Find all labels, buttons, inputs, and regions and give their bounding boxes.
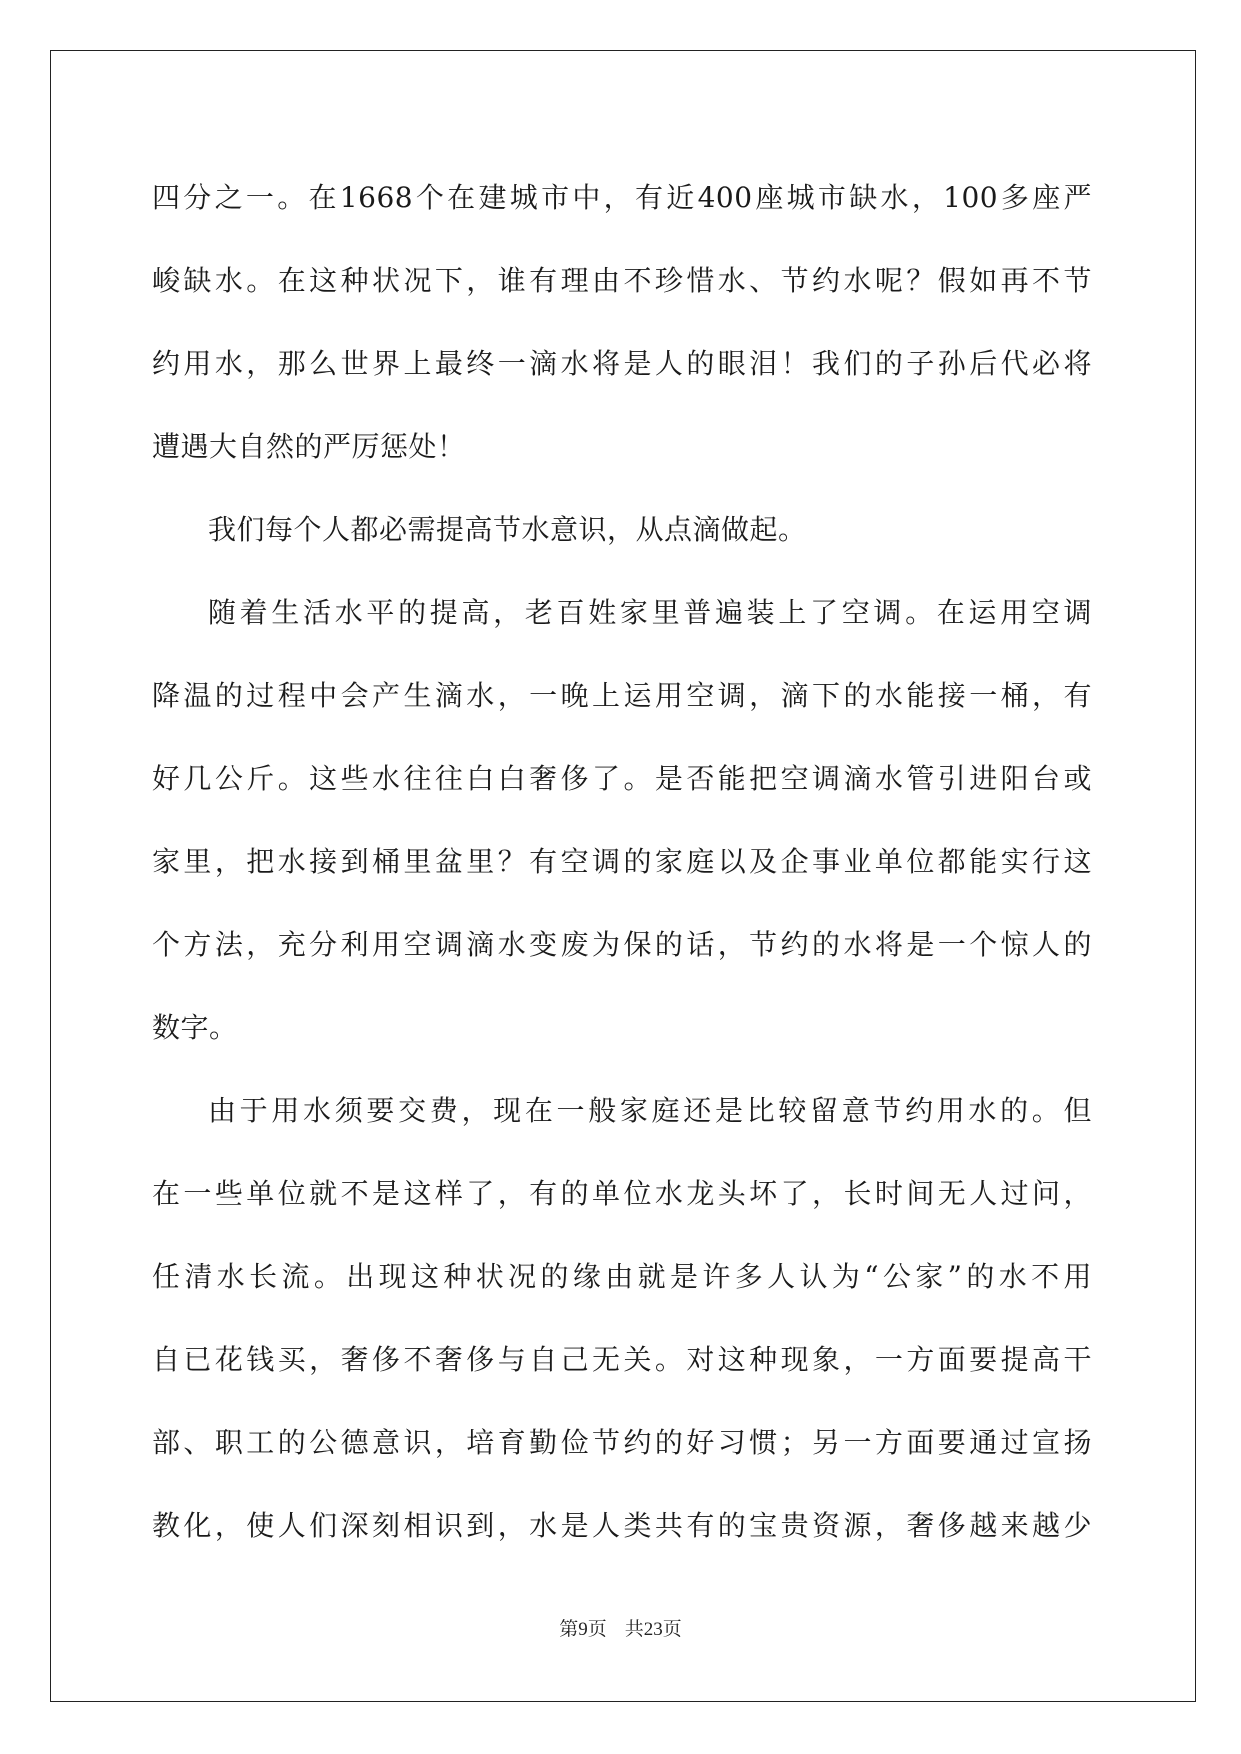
page-prefix: 第 bbox=[559, 1618, 579, 1640]
paragraph-1-line-2: 峻缺水。在这种状况下，谁有理由不珍惜水、节约水呢？假如再不节 bbox=[152, 264, 1092, 297]
paragraph-2-line-1: 我们每个人都必需提高节水意识，从点滴做起。 bbox=[208, 513, 807, 546]
document-body bbox=[152, 156, 1092, 1567]
paragraph-4-line-6: 教化，使人们深刻相识到，水是人类共有的宝贵资源，奢侈越来越少 bbox=[152, 1509, 1092, 1542]
paragraph-1-line-3: 约用水，那么世界上最终一滴水将是人的眼泪！我们的子孙后代必将 bbox=[152, 347, 1092, 380]
page-footer bbox=[0, 1614, 1241, 1641]
paragraph-3-line-5: 个方法，充分利用空调滴水变废为保的话，节约的水将是一个惊人的 bbox=[152, 928, 1092, 961]
paragraph-4-line-2: 在一些单位就不是这样了，有的单位水龙头坏了，长时间无人过问， bbox=[152, 1177, 1092, 1210]
paragraph-3-line-6: 数字。 bbox=[152, 1011, 238, 1044]
paragraph-1-line-1: 四分之一。在1668个在建城市中，有近400座城市缺水，100多座严 bbox=[152, 181, 1092, 214]
paragraph-4-line-5: 部、职工的公德意识，培育勤俭节约的好习惯；另一方面要通过宣扬 bbox=[152, 1426, 1092, 1459]
paragraph-3-line-3: 好几公斤。这些水往往白白奢侈了。是否能把空调滴水管引进阳台或 bbox=[152, 762, 1092, 795]
paragraph-3-line-4: 家里，把水接到桶里盆里？有空调的家庭以及企事业单位都能实行这 bbox=[152, 845, 1092, 878]
paragraph-4-line-1: 由于用水须要交费，现在一般家庭还是比较留意节约用水的。但 bbox=[208, 1094, 1092, 1127]
paragraph-4-line-4: 自已花钱买，奢侈不奢侈与自己无关。对这种现象，一方面要提高干 bbox=[152, 1343, 1092, 1376]
paragraph-3-line-1: 随着生活水平的提高，老百姓家里普遍装上了空调。在运用空调 bbox=[208, 596, 1092, 629]
total-suffix: 页 bbox=[662, 1618, 682, 1640]
paragraph-3-line-2: 降温的过程中会产生滴水，一晚上运用空调，滴下的水能接一桶，有 bbox=[152, 679, 1092, 712]
paragraph-4-line-3: 任清水长流。出现这种状况的缘由就是许多人认为“公家”的水不用 bbox=[152, 1260, 1092, 1293]
page-suffix: 页 bbox=[587, 1618, 607, 1640]
total-pages: 23 bbox=[643, 1619, 663, 1640]
paragraph-1-line-4: 遭遇大自然的严厉惩处！ bbox=[152, 430, 466, 463]
total-prefix: 共 bbox=[624, 1618, 644, 1640]
page-number: 9 bbox=[578, 1619, 588, 1640]
